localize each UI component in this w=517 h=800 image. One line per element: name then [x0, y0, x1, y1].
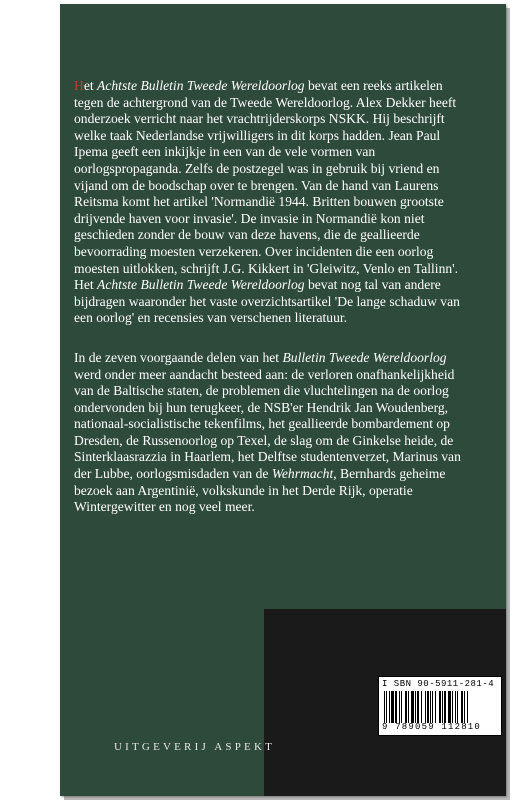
barcode-bar	[467, 691, 468, 723]
barcode-bar	[432, 691, 433, 723]
barcode-bar	[457, 691, 458, 723]
wehrmacht-italic: Wehrmacht	[271, 466, 334, 482]
barcode-bar	[442, 691, 443, 723]
book-back-cover	[60, 4, 506, 796]
paragraph-1-text-a: bevat een reeks artikelen tegen de achtergrond van de Tweede Wereldoorlog. Alex Dekker heeft onderzoek verricht naar het vrachtrijderskorps NSKK. Hij beschrijft welke taak Nederlandse vrijwilligers in dit korps hadden. Jean Paul Ipema geeft een inkijkje in een van de vele vormen van oorlogspropaganda. Zelfs de postzegel was in gebruik bij vriend en vijand om de boodschap over te brengen. Van de hand van Laurens Reitsma komt het artikel 'Normandië 1944. Britten bouwen grootste drijvende haven voor invasie'. De invasie in Normandië kon niet geschieden zonder de bouw van deze havens, die de geallieerde bevoorrading moesten verzekeren. Over incidenten die een oorlog moesten uitlokken, schrijft J.G. Kikkert in 'Gleiwitz, Venlo en Tallinn'. Het	[74, 78, 459, 293]
barcode-bar	[408, 691, 409, 723]
barcode-bar	[411, 691, 414, 723]
barcode-bar	[448, 691, 451, 723]
paragraph-1-text-b: bevat nog tal van andere bijdragen waaronder het vaste overzichtsartikel 'De lange schaduw van een oorlog' en recensies van verschenen literatuur.	[74, 277, 460, 326]
barcode-icon	[382, 691, 498, 723]
barcode-bar	[444, 691, 446, 723]
barcode-bar	[421, 691, 422, 723]
barcode-bar	[430, 691, 431, 723]
blurb-paragraph-1	[74, 78, 474, 327]
barcode-bar	[401, 691, 402, 723]
series-title-italic: Bulletin Tweede Wereldoorlog	[282, 349, 447, 365]
barcode-bar	[389, 691, 390, 723]
isbn-number: I SBN 90-5911-281-4	[382, 679, 495, 689]
barcode-bar	[464, 691, 465, 723]
barcode-bar	[461, 691, 463, 723]
blurb-paragraph-2	[74, 350, 474, 516]
intro-text: et	[83, 78, 98, 93]
drop-initial: H	[74, 78, 84, 93]
paragraph-2-text-b: werd onder meer aandacht besteed aan: de verloren onafhankelijkheid van de Baltische staten, de problemen die vluchtelingen na de oorlog ondervonden bij hun terugkeer, de NSB'er Hendrik Jan Woudenberg, nationaal-socialistische tekenfilms, het geallieerde bombardement op Dresden, de Russenoorlog op Texel, de slag om de Ginkelse heide, de Sinterklaasrazzia in Haarlem, het Delftse studentenverzet, Marinus van der Lubbe, oorlogsmisdaden van de	[74, 366, 461, 482]
paragraph-2-text-c: , Bernhards geheime bezoek aan Argentinië, volkskunde in het Derde Rijk, operatie Wintergewitter en nog veel meer.	[74, 466, 446, 515]
barcode-label	[378, 676, 502, 736]
book-title-italic: Achtste Bulletin Tweede Wereldoorlog	[97, 78, 305, 93]
book-title-italic-2: Achtste Bulletin Tweede Wereldoorlog	[97, 277, 305, 293]
barcode-bar	[405, 691, 407, 723]
paragraph-2-text-a: In de zeven voorgaande delen van het	[74, 349, 283, 365]
barcode-bar	[455, 691, 456, 723]
ean-digits: 9 789059 112810	[382, 722, 482, 732]
blurb-text	[74, 78, 474, 539]
barcode-bar	[386, 691, 387, 723]
barcode-bar	[439, 691, 441, 723]
barcode-bar	[452, 691, 453, 723]
barcode-bar	[427, 691, 429, 723]
barcode-bar	[415, 691, 416, 723]
barcode-bar	[395, 691, 397, 723]
barcode-bar	[384, 691, 385, 723]
barcode-bar	[425, 691, 426, 723]
barcode-bar	[417, 691, 419, 723]
barcode-bar	[399, 691, 400, 723]
publisher-name: UITGEVERIJ ASPEKT	[114, 741, 276, 753]
barcode-bar	[391, 691, 394, 723]
barcode-bar	[435, 691, 436, 723]
